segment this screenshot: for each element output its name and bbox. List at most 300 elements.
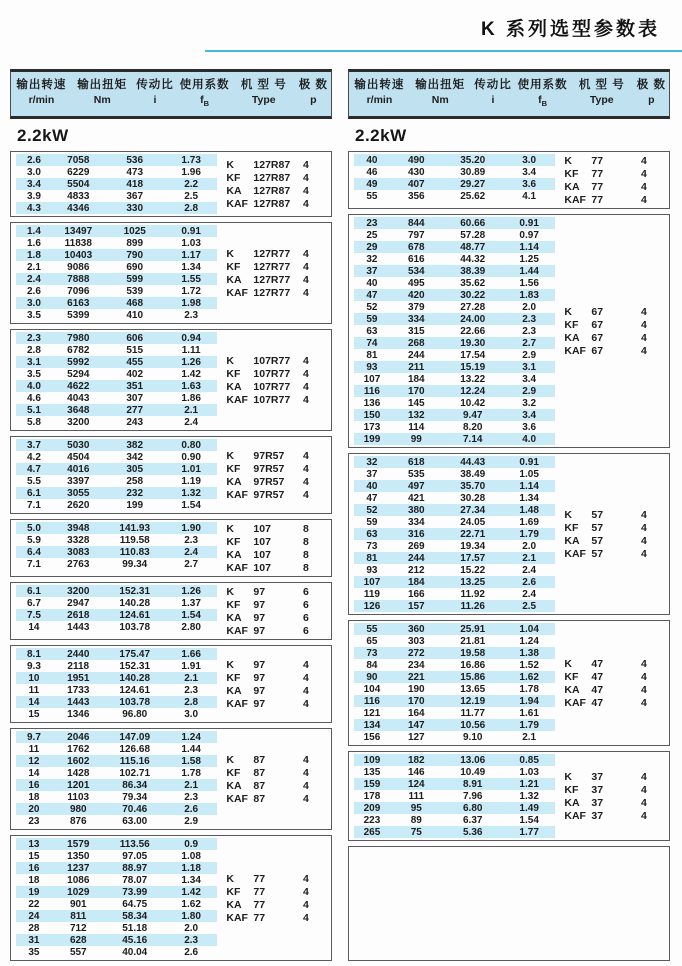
type-list xyxy=(555,456,669,612)
cell-ratio: 40.04 xyxy=(122,946,148,958)
cell-ratio: 6.37 xyxy=(462,814,483,826)
type-poles: 4 xyxy=(302,247,309,260)
type-model: 107 xyxy=(253,522,271,535)
cell-output-speed: 35 xyxy=(28,946,40,958)
cell-output-speed: 104 xyxy=(363,683,381,695)
table-row xyxy=(16,648,218,660)
type-prefix: K xyxy=(226,158,234,171)
table-row xyxy=(354,337,556,349)
cell-service-factor: 2.3 xyxy=(522,313,537,325)
cell-service-factor: 1.32 xyxy=(181,487,201,499)
table-row xyxy=(16,404,218,416)
table-row xyxy=(16,779,218,791)
cell-ratio: 232 xyxy=(126,487,144,499)
cell-output-torque: 4016 xyxy=(67,463,90,475)
type-model: 87 xyxy=(253,753,266,766)
table-row xyxy=(354,361,556,373)
table-row xyxy=(354,349,556,361)
table-row xyxy=(16,154,218,166)
table-row xyxy=(354,385,556,397)
cell-service-factor: 2.9 xyxy=(522,349,537,361)
cell-output-speed: 93 xyxy=(366,564,378,576)
cell-output-torque: 3948 xyxy=(67,522,90,534)
type-prefix: K xyxy=(564,657,572,670)
cell-ratio: 103.78 xyxy=(119,696,151,708)
cell-output-speed: 156 xyxy=(363,731,381,743)
cell-service-factor: 1.63 xyxy=(181,380,201,392)
table-column-right xyxy=(348,69,670,966)
cell-service-factor: 1.44 xyxy=(519,265,539,277)
type-row xyxy=(217,273,331,286)
table-row xyxy=(16,731,218,743)
type-poles: 4 xyxy=(640,796,647,809)
cell-ratio: 16.86 xyxy=(460,659,486,671)
type-prefix: K xyxy=(564,154,572,167)
type-model: 97 xyxy=(253,598,266,611)
header-cell: r/min xyxy=(28,94,55,106)
cell-output-speed: 4.6 xyxy=(26,392,41,404)
type-poles: 4 xyxy=(302,286,309,299)
cell-ratio: 277 xyxy=(126,404,144,416)
cell-output-torque: 211 xyxy=(408,361,425,373)
type-prefix: KAF xyxy=(564,696,586,709)
cell-service-factor: 1.54 xyxy=(519,814,539,826)
cell-output-torque: 303 xyxy=(407,635,425,647)
type-prefix: KAF xyxy=(226,561,248,574)
type-row xyxy=(217,171,331,184)
empty-block xyxy=(348,846,670,961)
type-row xyxy=(555,193,669,206)
cell-output-speed: 173 xyxy=(363,421,381,433)
cell-output-speed: 52 xyxy=(366,504,378,516)
cell-ratio: 5.36 xyxy=(462,826,483,838)
cell-output-speed: 23 xyxy=(366,217,378,229)
type-prefix: KF xyxy=(564,521,579,534)
numeric-rows xyxy=(16,585,218,637)
cell-ratio: 64.75 xyxy=(122,898,148,910)
cell-service-factor: 0.91 xyxy=(519,456,539,468)
table-row xyxy=(16,585,218,597)
type-list xyxy=(217,154,331,214)
cell-service-factor: 2.4 xyxy=(522,564,537,576)
cell-ratio: 402 xyxy=(126,368,144,380)
table-row xyxy=(354,552,556,564)
cell-output-speed: 4.7 xyxy=(26,463,41,475)
table-row xyxy=(354,166,556,178)
cell-service-factor: 1.62 xyxy=(519,671,539,683)
type-model: 127R87 xyxy=(253,184,291,197)
cell-output-speed: 11 xyxy=(28,743,40,755)
type-row xyxy=(217,753,331,766)
cell-ratio: 199 xyxy=(126,499,144,511)
header-cell: $f_B$ xyxy=(200,94,210,109)
table-column-left xyxy=(10,69,332,966)
cell-output-speed: 109 xyxy=(363,754,381,766)
cell-service-factor: 1.48 xyxy=(519,504,539,516)
type-poles: 4 xyxy=(640,167,647,180)
type-prefix: KF xyxy=(226,462,241,475)
type-prefix: KA xyxy=(226,475,242,488)
type-model: 57 xyxy=(591,534,604,547)
type-poles: 4 xyxy=(302,367,309,380)
cell-output-speed: 10 xyxy=(28,672,40,684)
type-poles: 6 xyxy=(302,611,309,624)
cell-service-factor: 4.0 xyxy=(522,433,537,445)
type-model: 97R57 xyxy=(253,462,285,475)
cell-output-speed: 159 xyxy=(363,778,381,790)
type-row xyxy=(217,488,331,501)
cell-service-factor: 1.34 xyxy=(181,261,201,273)
type-prefix: KAF xyxy=(564,193,586,206)
table-row xyxy=(16,803,218,815)
header-cell: 极 数 xyxy=(298,79,328,91)
type-prefix: KF xyxy=(226,367,241,380)
cell-ratio: 51.18 xyxy=(122,922,148,934)
cell-ratio: 152.31 xyxy=(119,585,151,597)
type-poles: 4 xyxy=(302,273,309,286)
cell-output-torque: 244 xyxy=(407,552,425,564)
cell-output-torque: 421 xyxy=(407,492,425,504)
cell-output-speed: 7.1 xyxy=(26,499,41,511)
cell-service-factor: 1.26 xyxy=(181,585,201,597)
table-row xyxy=(354,468,556,480)
table-row xyxy=(16,380,218,392)
cell-ratio: 96.80 xyxy=(122,708,148,720)
type-row xyxy=(217,792,331,805)
type-model: 127R77 xyxy=(253,273,291,286)
cell-output-torque: 182 xyxy=(407,754,425,766)
type-row xyxy=(217,611,331,624)
header-cell: Nm xyxy=(93,94,111,106)
table-row xyxy=(16,463,218,475)
type-row xyxy=(217,380,331,393)
type-row xyxy=(217,766,331,779)
cell-output-speed: 2.3 xyxy=(26,332,41,344)
cell-ratio: 140.28 xyxy=(119,672,151,684)
cell-service-factor: 1.72 xyxy=(181,285,201,297)
cell-ratio: 382 xyxy=(126,439,144,451)
type-prefix: K xyxy=(226,247,234,260)
cell-output-torque: 1103 xyxy=(67,791,90,803)
cell-output-speed: 3.0 xyxy=(26,166,41,178)
cell-ratio: 11.77 xyxy=(460,707,485,719)
cell-output-torque: 1733 xyxy=(67,684,90,696)
cell-output-speed: 73 xyxy=(366,540,378,552)
cell-service-factor: 2.1 xyxy=(184,404,199,416)
cell-service-factor: 2.3 xyxy=(184,934,199,946)
cell-output-speed: 6.4 xyxy=(26,546,41,558)
cell-output-speed: 2.6 xyxy=(26,154,41,166)
cell-output-torque: 1237 xyxy=(67,862,90,874)
type-poles: 4 xyxy=(302,753,309,766)
cell-ratio: 13.22 xyxy=(460,373,486,385)
table-row xyxy=(354,229,556,241)
cell-output-torque: 3648 xyxy=(67,404,90,416)
type-prefix: KAF xyxy=(564,809,586,822)
type-row xyxy=(555,534,669,547)
cell-output-torque: 2947 xyxy=(67,597,90,609)
type-model: 67 xyxy=(591,305,604,318)
cell-output-torque: 876 xyxy=(69,815,87,827)
power-rating-label: 2.2kW xyxy=(17,126,69,146)
cell-output-speed: 107 xyxy=(363,576,381,588)
parameter-block xyxy=(10,835,332,961)
cell-service-factor: 1.18 xyxy=(181,862,201,874)
type-poles: 4 xyxy=(302,766,309,779)
cell-service-factor: 1.26 xyxy=(181,356,201,368)
type-poles: 4 xyxy=(302,475,309,488)
cell-service-factor: 1.61 xyxy=(519,707,539,719)
cell-ratio: 44.43 xyxy=(460,456,486,468)
table-row xyxy=(16,225,218,237)
cell-output-speed: 19 xyxy=(28,886,40,898)
cell-ratio: 13.25 xyxy=(460,576,486,588)
cell-service-factor: 1.34 xyxy=(519,492,539,504)
type-prefix: KA xyxy=(226,684,242,697)
cell-output-speed: 3.0 xyxy=(26,297,41,309)
cell-output-torque: 3083 xyxy=(67,546,90,558)
cell-output-speed: 116 xyxy=(363,385,380,397)
cell-output-speed: 65 xyxy=(366,635,378,647)
numeric-rows xyxy=(16,522,218,574)
cell-service-factor: 1.24 xyxy=(181,731,201,743)
table-row xyxy=(16,874,218,886)
cell-output-torque: 11838 xyxy=(64,237,92,249)
header-cell: r/min xyxy=(366,94,393,106)
cell-output-speed: 40 xyxy=(366,277,378,289)
numeric-rows xyxy=(16,154,218,214)
table-row xyxy=(354,190,556,202)
cell-ratio: 48.77 xyxy=(460,241,486,253)
cell-output-torque: 13497 xyxy=(64,225,93,237)
numeric-rows xyxy=(354,623,556,743)
cell-output-torque: 334 xyxy=(407,516,425,528)
cell-service-factor: 0.90 xyxy=(181,451,201,463)
cell-service-factor: 2.0 xyxy=(522,540,537,552)
type-row xyxy=(217,598,331,611)
cell-output-torque: 127 xyxy=(407,731,425,743)
type-poles: 4 xyxy=(640,547,647,560)
type-model: 67 xyxy=(591,331,604,344)
type-poles: 4 xyxy=(302,393,309,406)
type-model: 127R87 xyxy=(253,171,291,184)
type-prefix: KF xyxy=(564,670,579,683)
cell-output-torque: 170 xyxy=(407,385,425,397)
type-poles: 4 xyxy=(302,158,309,171)
table-row xyxy=(16,621,218,633)
cell-output-speed: 24 xyxy=(28,910,40,922)
type-row xyxy=(217,658,331,671)
cell-service-factor: 2.1 xyxy=(184,672,199,684)
type-row xyxy=(555,670,669,683)
type-row xyxy=(217,522,331,535)
cell-ratio: 97.05 xyxy=(122,850,148,862)
table-row xyxy=(354,277,556,289)
type-row xyxy=(555,696,669,709)
cell-output-speed: 11 xyxy=(28,684,40,696)
type-prefix: KF xyxy=(226,766,241,779)
cell-service-factor: 2.0 xyxy=(184,922,199,934)
cell-ratio: 12.19 xyxy=(460,695,486,707)
cell-ratio: 102.71 xyxy=(119,767,151,779)
type-prefix: K xyxy=(226,449,234,462)
table-row xyxy=(16,898,218,910)
cell-output-torque: 5030 xyxy=(67,439,90,451)
type-prefix: KA xyxy=(226,611,242,624)
type-poles: 4 xyxy=(640,318,647,331)
cell-output-speed: 8.1 xyxy=(26,648,41,660)
cell-ratio: 45.16 xyxy=(122,934,148,946)
table-row xyxy=(354,456,556,468)
cell-ratio: 25.91 xyxy=(460,623,486,635)
cell-output-torque: 7058 xyxy=(67,154,90,166)
type-poles: 4 xyxy=(302,380,309,393)
type-poles: 4 xyxy=(302,354,309,367)
table-row xyxy=(354,217,556,229)
cell-output-torque: 9086 xyxy=(67,261,90,273)
cell-output-speed: 7.1 xyxy=(26,558,41,570)
type-row xyxy=(217,449,331,462)
table-row xyxy=(354,433,556,445)
type-prefix: K xyxy=(226,522,234,535)
cell-ratio: 22.71 xyxy=(460,528,486,540)
cell-ratio: 19.58 xyxy=(460,647,486,659)
table-row xyxy=(354,576,556,588)
type-model: 127R77 xyxy=(253,286,291,299)
cell-ratio: 126.68 xyxy=(119,743,151,755)
cell-output-torque: 1579 xyxy=(67,838,90,850)
cell-ratio: 88.97 xyxy=(122,862,148,874)
type-prefix: KA xyxy=(564,796,580,809)
cell-service-factor: 1.01 xyxy=(181,463,201,475)
cell-service-factor: 2.3 xyxy=(184,791,199,803)
cell-output-torque: 157 xyxy=(407,600,425,612)
numeric-rows xyxy=(16,838,218,958)
type-row xyxy=(555,683,669,696)
cell-output-torque: 145 xyxy=(407,397,425,409)
cell-ratio: 38.39 xyxy=(460,265,486,277)
table-row xyxy=(354,683,556,695)
table-row xyxy=(354,178,556,190)
cell-ratio: 599 xyxy=(126,273,144,285)
type-prefix: KF xyxy=(226,885,241,898)
cell-output-torque: 2440 xyxy=(67,648,90,660)
cell-output-torque: 420 xyxy=(407,289,425,301)
cell-service-factor: 1.11 xyxy=(181,344,201,356)
type-row xyxy=(555,154,669,167)
type-poles: 4 xyxy=(302,684,309,697)
cell-service-factor: 3.0 xyxy=(184,708,199,720)
type-prefix: KF xyxy=(564,318,579,331)
cell-service-factor: 0.91 xyxy=(181,225,201,237)
cell-output-torque: 430 xyxy=(407,166,425,178)
cell-ratio: 35.20 xyxy=(460,154,486,166)
cell-service-factor: 1.56 xyxy=(519,277,539,289)
cell-output-speed: 15 xyxy=(28,708,40,720)
cell-service-factor: 2.4 xyxy=(522,588,537,600)
cell-output-speed: 18 xyxy=(28,791,40,803)
type-row xyxy=(217,779,331,792)
type-model: 127R77 xyxy=(253,260,291,273)
cell-output-speed: 63 xyxy=(366,528,378,540)
cell-service-factor: 1.54 xyxy=(181,609,201,621)
type-poles: 4 xyxy=(640,305,647,318)
type-prefix: K xyxy=(564,508,572,521)
cell-output-speed: 63 xyxy=(366,325,378,337)
type-poles: 4 xyxy=(302,872,309,885)
header-cell: i xyxy=(153,94,157,106)
cell-output-torque: 4833 xyxy=(67,190,90,202)
type-prefix: KA xyxy=(564,180,580,193)
type-prefix: K xyxy=(226,585,234,598)
type-row xyxy=(217,286,331,299)
table-row xyxy=(354,504,556,516)
title-area xyxy=(0,0,682,41)
cell-output-speed: 3.7 xyxy=(26,439,41,451)
type-row xyxy=(217,367,331,380)
cell-ratio: 790 xyxy=(126,249,144,261)
cell-output-speed: 3.4 xyxy=(26,178,41,190)
cell-output-speed: 47 xyxy=(366,492,378,504)
cell-output-torque: 618 xyxy=(407,456,425,468)
cell-output-torque: 3200 xyxy=(67,585,90,597)
type-poles: 4 xyxy=(302,898,309,911)
type-model: 97 xyxy=(253,611,266,624)
type-prefix: KA xyxy=(564,534,580,547)
cell-output-speed: 3.5 xyxy=(26,309,41,321)
type-model: 97R57 xyxy=(253,475,285,488)
cell-output-torque: 5294 xyxy=(67,368,90,380)
cell-service-factor: 2.2 xyxy=(184,178,199,190)
power-rating-label: 2.2kW xyxy=(355,126,407,146)
type-poles: 4 xyxy=(302,885,309,898)
cell-output-torque: 99 xyxy=(410,433,422,445)
cell-output-speed: 90 xyxy=(366,671,378,683)
type-model: 87 xyxy=(253,766,266,779)
type-row xyxy=(217,462,331,475)
type-prefix: KA xyxy=(226,380,242,393)
cell-output-torque: 166 xyxy=(407,588,425,600)
cell-output-speed: 14 xyxy=(28,767,40,779)
type-poles: 4 xyxy=(640,534,647,547)
table-row xyxy=(16,285,218,297)
cell-output-torque: 75 xyxy=(410,826,422,838)
cell-output-torque: 844 xyxy=(407,217,425,229)
type-row xyxy=(555,344,669,357)
header-cell: p xyxy=(310,94,317,106)
numeric-rows xyxy=(354,754,556,838)
cell-output-speed: 74 xyxy=(366,337,378,349)
type-poles: 4 xyxy=(302,658,309,671)
table-row xyxy=(16,862,218,874)
cell-ratio: 38.49 xyxy=(460,468,486,480)
cell-output-torque: 2618 xyxy=(67,609,90,621)
cell-output-speed: 40 xyxy=(366,154,378,166)
type-row xyxy=(217,697,331,710)
type-prefix: KA xyxy=(226,779,242,792)
type-poles: 4 xyxy=(640,331,647,344)
cell-ratio: 9.10 xyxy=(462,731,483,743)
table-row xyxy=(354,802,556,814)
parameter-blocks xyxy=(348,151,670,961)
type-row xyxy=(555,547,669,560)
cell-service-factor: 1.98 xyxy=(181,297,201,309)
type-poles: 4 xyxy=(640,770,647,783)
table-row xyxy=(354,325,556,337)
type-poles: 4 xyxy=(302,197,309,210)
cell-ratio: 515 xyxy=(126,344,144,356)
cell-output-torque: 190 xyxy=(407,683,425,695)
